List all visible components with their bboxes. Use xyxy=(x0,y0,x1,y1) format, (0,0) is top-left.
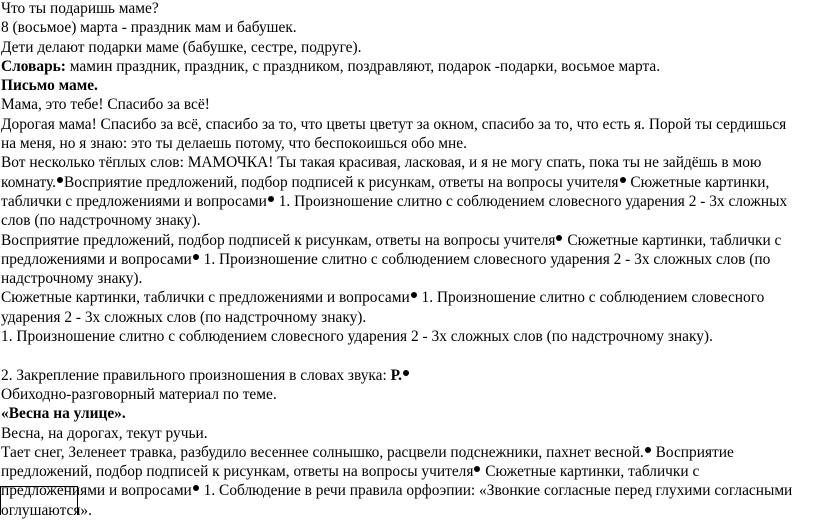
letter-heading: Письмо маме. xyxy=(1,77,98,95)
text-line xyxy=(1,250,813,269)
text-line: Мама, это тебе! Спасибо за всё! xyxy=(1,96,210,114)
text-span: Восприятие xyxy=(651,443,734,461)
bullet-icon xyxy=(645,447,651,453)
text-line: Весна, на дорогах, текут ручьи. xyxy=(1,424,208,442)
text-line xyxy=(1,481,813,500)
text-span: таблички с предложениями и вопросами xyxy=(1,192,267,210)
bullet-icon xyxy=(57,177,63,183)
text-span: предложений, подбор подписей к рисункам, ответы на вопросы учителя xyxy=(1,463,474,481)
text-line: Обиходно-разговорный материал по теме. xyxy=(1,385,277,403)
sound-label: Р. xyxy=(390,366,402,384)
text-span: 1. Произношение слитно с соблюдением словесного xyxy=(417,289,765,307)
text-span: 1. Соблюдение в речи правила орфоэпии: «Звонкие согласные перед глухими согласными xyxy=(199,482,793,500)
text-span: Сюжетные картинки, таблички с предложениями и вопросами xyxy=(1,289,410,307)
text-line: Дети делают подарки маме (бабушке, сестре, подруге). xyxy=(1,38,362,56)
blank-line xyxy=(1,346,813,365)
bullet-icon xyxy=(193,485,199,491)
text-span: 1. Произношение слитно с соблюдением словесного ударения 2 - 3х сложных слов (по xyxy=(199,250,771,268)
bullet-icon xyxy=(620,177,626,183)
text-span: Сюжетные картинки, таблички с xyxy=(481,463,700,481)
bullet-icon xyxy=(474,466,480,472)
text-span: 1. Произношение слитно с соблюдением словесного ударения 2 - 3х сложных xyxy=(274,192,788,210)
text-line: слов (по надстрочному знаку). xyxy=(1,212,201,230)
text-line: 8 (восьмое) марта - праздник мам и бабушек. xyxy=(1,19,297,37)
text-span: предложениями и вопросами xyxy=(1,250,192,268)
empty-box xyxy=(0,486,78,515)
text-line: Вот несколько тёплых слов: МАМОЧКА! Ты такая красивая, ласковая, и я не могу спать, пока ты не зайдёшь в мою xyxy=(1,154,762,172)
text-line: оглушаются». xyxy=(1,501,92,519)
question-line: Что ты подаришь маме? xyxy=(1,0,159,17)
text-line xyxy=(1,173,813,192)
text-line xyxy=(1,366,813,385)
text-line xyxy=(1,231,813,250)
text-span: Тает снег, Зеленеет травка, разбудило весеннее солнышко, расцвели подснежники, пахнет весной. xyxy=(1,443,644,461)
text-span: комнату. xyxy=(1,173,57,191)
text-span: Восприятие предложений, подбор подписей к рисункам, ответы на вопросы учителя xyxy=(64,173,619,191)
text-line xyxy=(1,443,813,462)
text-span: Сюжетные картинки, xyxy=(626,173,770,191)
text-line: Дорогая мама! Спасибо за всё, спасибо за то, что цветы цветут за окном, спасибо за то, что есть я. Порой ты сердишься xyxy=(1,115,787,133)
text-line xyxy=(1,192,813,211)
text-line: ударения 2 - 3х сложных слов (по надстрочному знаку). xyxy=(1,308,367,326)
bullet-icon xyxy=(403,370,409,376)
text-span: Сюжетные картинки, таблички с xyxy=(563,231,782,249)
vocabulary-line xyxy=(1,57,813,76)
text-line xyxy=(1,288,813,307)
text-line: 1. Произношение слитно с соблюдением словесного ударения 2 - 3х сложных слов (по надстрочному знаку). xyxy=(1,328,713,346)
text-line: на меня, но я знаю: это ты делаешь потому, что беспокоишься обо мне. xyxy=(1,135,467,153)
section-heading: «Весна на улице». xyxy=(1,405,126,423)
document-body xyxy=(1,0,813,520)
bullet-icon xyxy=(268,196,274,202)
text-span: предложениями и вопросами xyxy=(1,482,192,500)
bullet-icon xyxy=(193,254,199,260)
bullet-icon xyxy=(556,235,562,241)
text-line xyxy=(1,462,813,481)
vocabulary-text: мамин праздник, праздник, с праздником, поздравляют, подарок -подарки, восьмое марта. xyxy=(65,57,661,75)
text-span: 2. Закрепление правильного произношения в словах звука: xyxy=(1,366,391,384)
text-span: Восприятие предложений, подбор подписей к рисункам, ответы на вопросы учителя xyxy=(1,231,556,249)
vocabulary-label: Словарь: xyxy=(1,57,66,75)
text-line: надстрочному знаку). xyxy=(1,270,143,288)
bullet-icon xyxy=(411,292,417,298)
